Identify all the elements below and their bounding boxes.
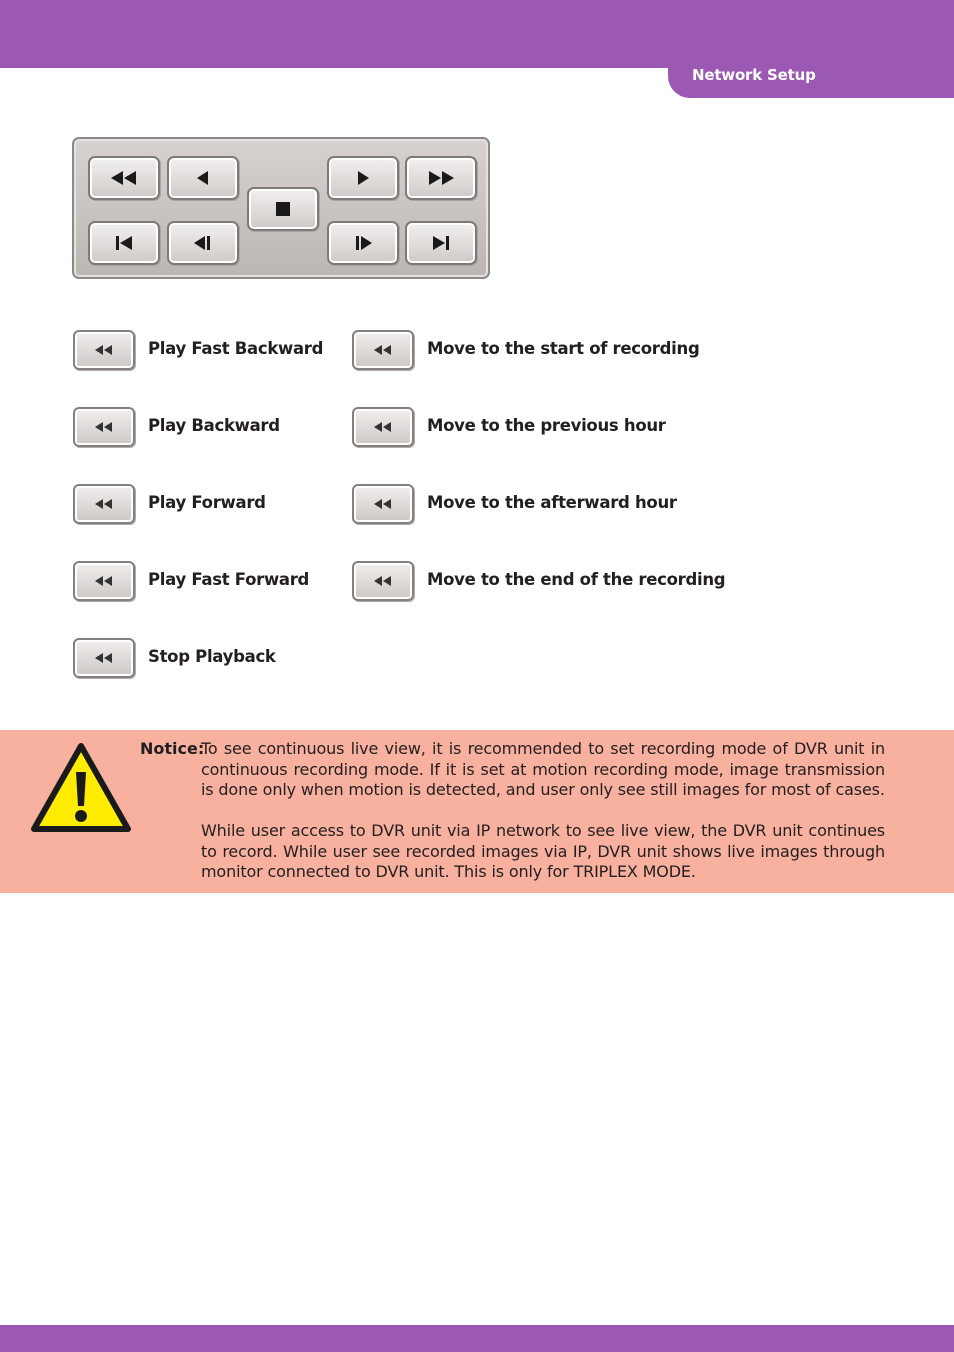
legend-button-thumbnail bbox=[73, 638, 135, 678]
previous-hour-icon bbox=[188, 234, 218, 252]
fast-forward-button[interactable] bbox=[405, 156, 477, 200]
legend-label: Move to the previous hour bbox=[427, 416, 666, 435]
legend-label: Play Forward bbox=[148, 493, 266, 512]
section-title: Network Setup bbox=[692, 66, 816, 84]
play-backward-button[interactable] bbox=[167, 156, 239, 200]
fast-backward-button[interactable] bbox=[88, 156, 160, 200]
fast-backward-icon bbox=[109, 169, 139, 187]
warning-icon bbox=[30, 742, 132, 834]
legend-label: Play Backward bbox=[148, 416, 280, 435]
fast-backward-icon bbox=[372, 420, 394, 434]
legend-button-thumbnail bbox=[73, 561, 135, 601]
fast-backward-icon bbox=[372, 574, 394, 588]
play-backward-icon bbox=[188, 169, 218, 187]
skip-to-end-icon bbox=[426, 234, 456, 252]
legend-label: Move to the start of recording bbox=[427, 339, 700, 358]
header-bar bbox=[0, 0, 954, 68]
legend-button-thumbnail bbox=[352, 561, 414, 601]
fast-backward-icon bbox=[93, 497, 115, 511]
legend-label: Move to the end of the recording bbox=[427, 570, 726, 589]
notice-box bbox=[0, 730, 954, 893]
legend-button-thumbnail bbox=[73, 407, 135, 447]
fast-backward-icon bbox=[93, 651, 115, 665]
stop-button[interactable] bbox=[247, 187, 319, 231]
skip-to-start-icon bbox=[109, 234, 139, 252]
legend-button-thumbnail bbox=[73, 330, 135, 370]
next-hour-button[interactable] bbox=[327, 221, 399, 265]
notice-paragraph: To see continuous live view, it is recommended to set recording mode of DVR unit in continuous recording mode. If it is set at motion recording mode, image transmission is done only when motion is detected, and user only see still images for most of cases. bbox=[201, 739, 885, 799]
play-forward-button[interactable] bbox=[327, 156, 399, 200]
skip-to-end-button[interactable] bbox=[405, 221, 477, 265]
legend-button-thumbnail bbox=[352, 484, 414, 524]
legend-button-thumbnail bbox=[73, 484, 135, 524]
fast-backward-icon bbox=[93, 343, 115, 357]
play-forward-icon bbox=[348, 169, 378, 187]
playback-control-panel bbox=[72, 137, 490, 279]
legend-label: Move to the afterward hour bbox=[427, 493, 677, 512]
fast-backward-icon bbox=[93, 574, 115, 588]
previous-hour-button[interactable] bbox=[167, 221, 239, 265]
fast-backward-icon bbox=[372, 343, 394, 357]
legend-label: Play Fast Forward bbox=[148, 570, 310, 589]
notice-body bbox=[201, 739, 885, 883]
notice-paragraph: While user access to DVR unit via IP network to see live view, the DVR unit continues to record. While user see recorded images via IP, DVR unit shows live images through monitor connected to DVR unit. This is only for TRIPLEX MODE. bbox=[201, 821, 885, 881]
legend-label: Play Fast Backward bbox=[148, 339, 324, 358]
notice-label: Notice: bbox=[140, 739, 205, 758]
section-tab bbox=[668, 60, 954, 98]
legend-button-thumbnail bbox=[352, 407, 414, 447]
footer-bar bbox=[0, 1325, 954, 1352]
fast-backward-icon bbox=[93, 420, 115, 434]
stop-icon bbox=[268, 200, 298, 218]
fast-backward-icon bbox=[372, 497, 394, 511]
legend-button-thumbnail bbox=[352, 330, 414, 370]
fast-forward-icon bbox=[426, 169, 456, 187]
skip-to-start-button[interactable] bbox=[88, 221, 160, 265]
legend-label: Stop Playback bbox=[148, 647, 276, 666]
next-hour-icon bbox=[348, 234, 378, 252]
